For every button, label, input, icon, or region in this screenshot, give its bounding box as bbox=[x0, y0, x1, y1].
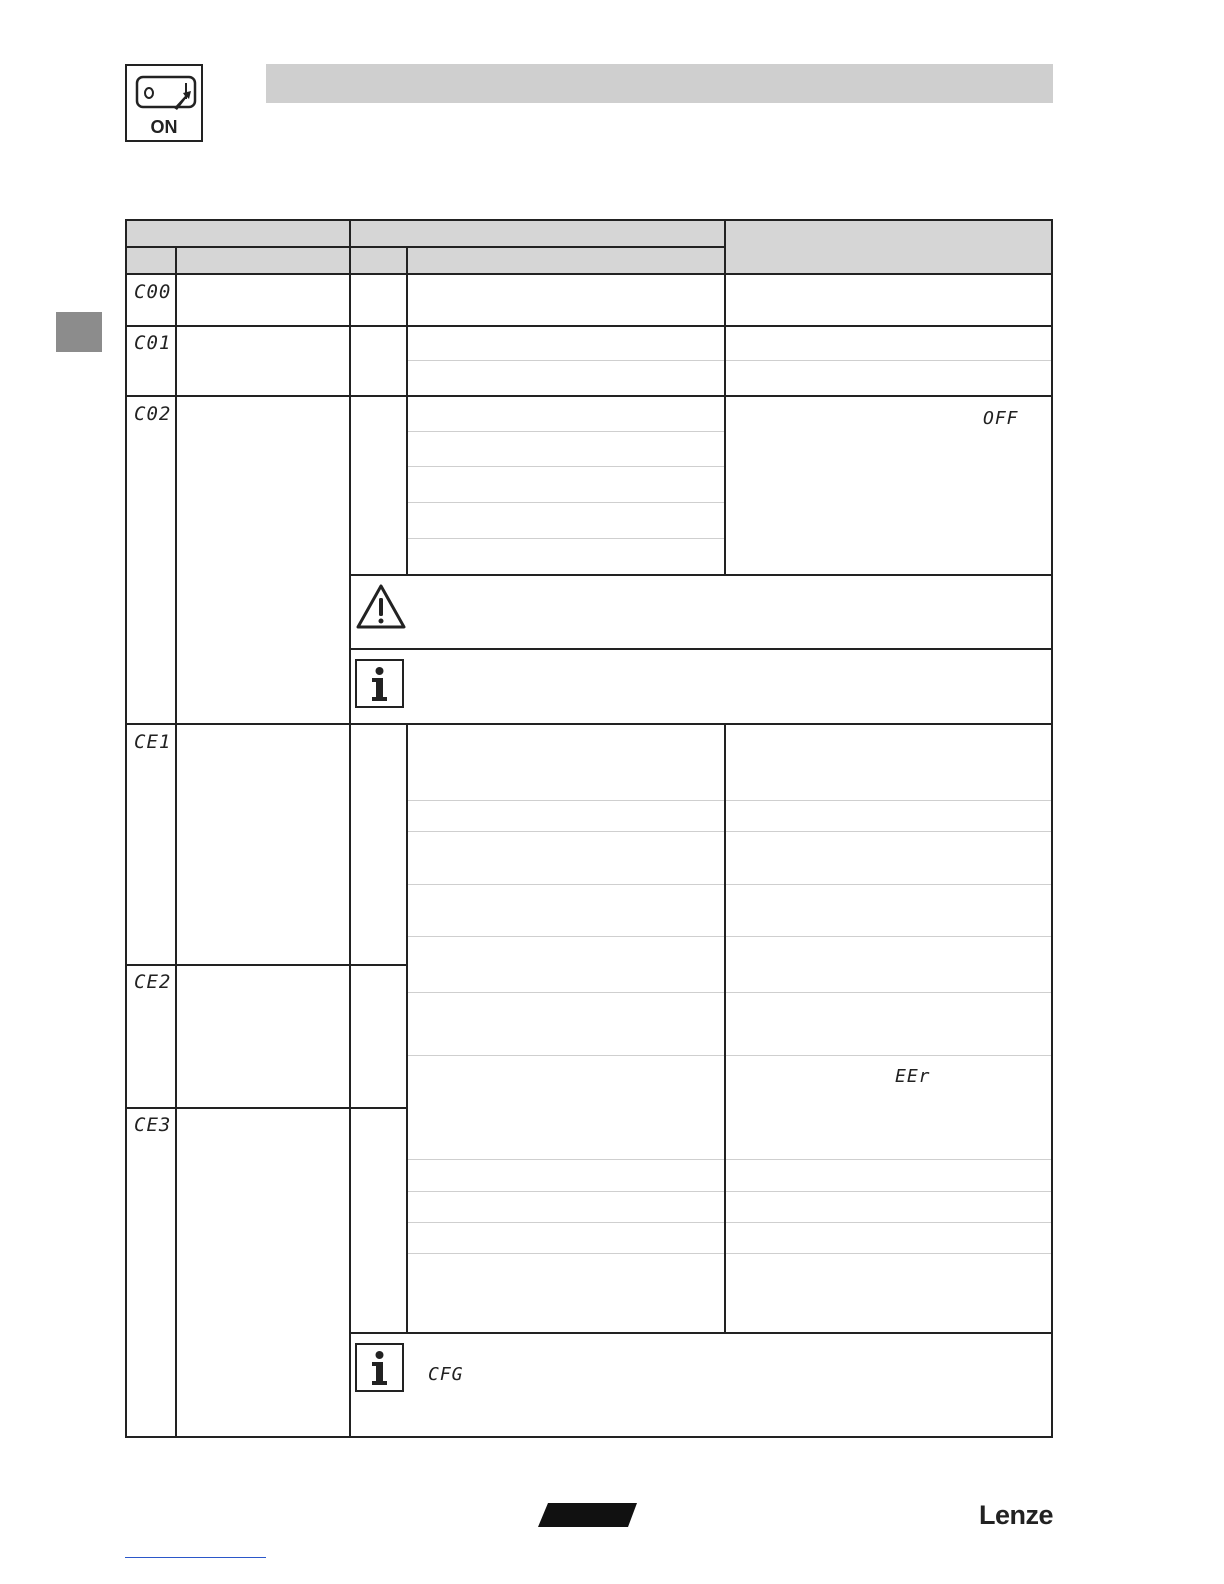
code-c00: C00 bbox=[134, 281, 172, 303]
code-ce2: CE2 bbox=[134, 971, 172, 993]
warning-triangle-icon bbox=[355, 583, 407, 636]
info-icon bbox=[355, 659, 405, 714]
footer-logo-bar bbox=[538, 1503, 637, 1527]
footer-link[interactable] bbox=[125, 1557, 266, 1558]
display-off: OFF bbox=[983, 408, 1019, 429]
code-c02: C02 bbox=[134, 403, 172, 425]
display-eer: EEr bbox=[895, 1066, 931, 1087]
brand-logo: Lenze bbox=[978, 1500, 1053, 1530]
display-cfg: CFG bbox=[428, 1364, 464, 1385]
code-ce1: CE1 bbox=[134, 731, 172, 753]
switch-label: ON bbox=[150, 117, 178, 137]
info-icon bbox=[355, 1343, 405, 1398]
code-ce3: CE3 bbox=[134, 1114, 172, 1136]
code-c01: C01 bbox=[134, 332, 172, 354]
